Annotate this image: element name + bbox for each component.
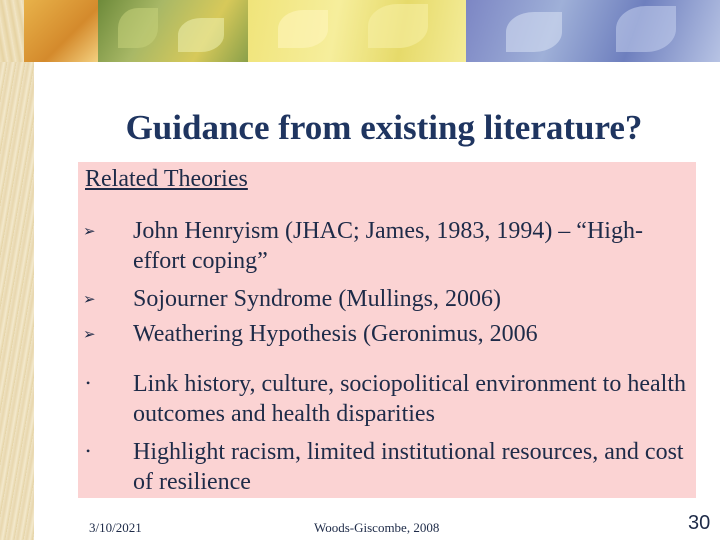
list-item: Highlight racism, limited institutional resources, and cost of resilience xyxy=(133,439,684,495)
arrow-bullet-icon: ➢ xyxy=(83,327,96,343)
list-item: Link history, culture, sociopolitical environment to health outcomes and health disparities xyxy=(133,371,686,427)
banner-image-3 xyxy=(248,0,466,62)
bullet-icon: • xyxy=(86,376,91,390)
footer-date: 3/10/2021 xyxy=(89,520,142,535)
leaf-shape xyxy=(616,6,676,52)
footer-author: Woods-Giscombe, 2008 xyxy=(314,520,440,535)
leaf-shape xyxy=(178,18,224,52)
banner-image-4 xyxy=(466,0,720,62)
leaf-shape xyxy=(118,8,158,48)
arrow-bullet-icon: ➢ xyxy=(83,224,96,240)
leaf-shape xyxy=(368,4,428,48)
leaf-shape xyxy=(506,12,562,52)
list-item: Weathering Hypothesis (Geronimus, 2006 xyxy=(133,321,538,347)
list-item: Sojourner Syndrome (Mullings, 2006) xyxy=(133,286,501,312)
leaf-shape xyxy=(278,10,328,48)
banner-image-2 xyxy=(98,0,248,62)
section-heading: Related Theories xyxy=(85,166,248,192)
arrow-bullet-icon: ➢ xyxy=(83,292,96,308)
banner-image-1 xyxy=(24,0,98,62)
list-item: John Henryism (JHAC; James, 1983, 1994) – “High-effort coping” xyxy=(133,218,643,274)
page-number: 30 xyxy=(688,512,711,534)
bullet-icon: • xyxy=(86,444,91,458)
slide-title: Guidance from existing literature? xyxy=(125,108,643,147)
background-texture-left xyxy=(0,0,34,540)
